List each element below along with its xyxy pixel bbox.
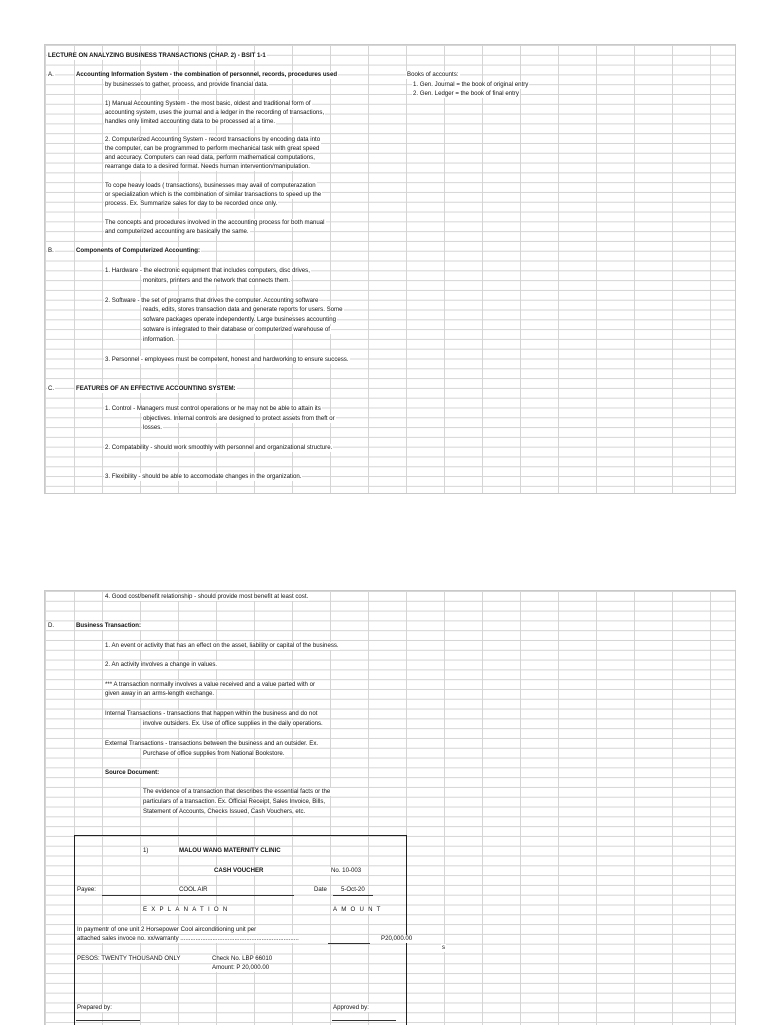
personnel-line: 3. Personnel - employees must be competent, honest and hardworking to ensure success. — [105, 356, 349, 363]
transaction-item-1: 1. An event or activity that has an effect on the asset, liability or capital of the business. — [105, 642, 339, 649]
source-document-line: The evidence of a transaction that describes the essential facts or the — [143, 788, 331, 795]
software-line: 2. Software - the set of programs that drives the computer. Accounting software — [105, 297, 319, 304]
payee-value: COOL AIR — [179, 886, 208, 893]
control-line: objectives. Internal controls are designed to protect assets from theft or — [143, 415, 335, 422]
grid-column-line — [710, 591, 711, 1025]
grid-column-line — [406, 45, 407, 493]
grid-column-line — [558, 591, 559, 1025]
hardware-line: monitors, printers and the network that connects them. — [143, 277, 290, 284]
external-transactions-line: Purchase of office supplies from National Bookstore. — [143, 750, 285, 757]
amount-header: AMOUNT — [333, 906, 385, 913]
grid-column-line — [634, 45, 635, 493]
grid-column-line — [634, 591, 635, 1025]
amount-underline — [328, 943, 370, 944]
prepared-by-label: Prepared by: — [77, 1004, 112, 1011]
payee-underline — [102, 895, 294, 896]
source-document-line: particulars of a transaction. Ex. Official Receipt, Sales Invoice, Bills, — [143, 798, 326, 805]
explanation-line-2: attached sales invoce no. xx/warranty ...................................................................... — [77, 935, 299, 942]
grid-column-line — [330, 45, 331, 493]
transaction-note-line: given away in an arms-length exchange. — [105, 690, 215, 697]
internal-transactions-line: Internal Transactions - transactions that happen within the business and do not — [105, 710, 318, 717]
grid-column-line — [74, 45, 75, 493]
explanation-line-1: In paymentr of one unit 2 Horsepower Cool airconditioning unit per — [77, 926, 257, 933]
manual-system-line: handles only limited accounting data to be processed at a time. — [105, 118, 276, 125]
source-document-heading: Source Document: — [105, 769, 160, 776]
internal-transactions-line: involve outsiders. Ex. Use of office supplies in the daily operations. — [143, 720, 323, 727]
grid-column-line — [102, 45, 103, 493]
explanation-header: EXPLANATION — [143, 906, 232, 913]
transaction-item-2: 2. An activity involves a change in values. — [105, 661, 218, 668]
amount-value: P20,000.00 — [381, 935, 413, 942]
pesos-amount-words: PESOS: TWENTY THOUSAND ONLY — [77, 955, 181, 962]
section-a-letter: A. — [48, 71, 54, 78]
grid-column-line — [596, 45, 597, 493]
grid-column-line — [444, 45, 445, 493]
concepts-line: and computerized accounting are basically the same. — [105, 228, 249, 235]
approved-signature-line — [332, 1020, 396, 1021]
good-cost-benefit-line: 4. Good cost/benefit relationship - should provide most benefit at least cost. — [105, 593, 309, 600]
section-a-heading-cont: by businesses to gather, process, and provide financial data. — [105, 81, 269, 88]
cope-line: To cope heavy loads ( transactions), businesses may avail of computerazation — [105, 182, 316, 189]
compatability-line: 2. Compatability - should work smoothly with personnel and organizational structure. — [105, 444, 333, 451]
grid-column-line — [482, 591, 483, 1025]
grid-column-line — [444, 591, 445, 1025]
books-title: Books of accounts: — [407, 71, 459, 78]
stray-character: s — [442, 944, 446, 951]
computerized-system-line: the computer, can be programmed to perform mechanical task with great speed — [105, 145, 320, 152]
computerized-system-line: 2. Computerized Accounting System - record transactions by encoding data into — [105, 136, 321, 143]
date-underline — [333, 895, 373, 896]
concepts-line: The concepts and procedures involved in the accounting process for both manual — [105, 219, 325, 226]
grid-column-line — [710, 45, 711, 493]
hardware-line: 1. Hardware - the electronic equipment that includes computers, disc drives, — [105, 267, 310, 274]
clinic-name: MALOU WANG MATERNITY CLINIC — [179, 847, 281, 854]
books-item: 2. Gen. Ledger = the book of final entry — [413, 90, 519, 97]
flexibility-line: 3. Flexibility - should be able to accomodate changes in the organization. — [105, 473, 302, 480]
cope-line: or specialization which is the combination of similar transactions to speed up the — [105, 191, 322, 198]
approved-by-label: Approved by: — [333, 1004, 369, 1011]
section-d-letter: D. — [48, 622, 55, 629]
software-line: information. — [143, 336, 175, 343]
source-document-line: Statement of Accounts, Checks Issued, Cash Vouchers, etc. — [143, 808, 306, 815]
section-a-heading: Accounting Information System - the combination of personnel, records, procedures used — [76, 71, 338, 78]
check-amount: Amount: P 20,000.00 — [212, 964, 270, 971]
control-line: losses. — [143, 424, 162, 431]
voucher-type: CASH VOUCHER — [214, 867, 264, 874]
transaction-note-line: *** A transaction normally involves a value received and a value parted with or — [105, 681, 316, 688]
prepared-signature-line — [76, 1020, 140, 1021]
manual-system-line: 1) Manual Accounting System - the most basic, oldest and traditional form of — [105, 100, 311, 107]
check-number: Check No. LBP 66010 — [212, 955, 273, 962]
date-value: 5-Oct-20 — [341, 886, 365, 893]
computerized-system-line: rearrange data to a desired format. Needs human intervention/manipulation. — [105, 163, 310, 170]
software-line: sofware packages operate independently. Large businesses accounting — [143, 316, 336, 323]
page-title: LECTURE ON ANALYZING BUSINESS TRANSACTIONS (CHAP. 2) - BSIT 1-1 — [48, 52, 266, 59]
payee-label: Payee: — [77, 886, 96, 893]
grid-column-line — [520, 591, 521, 1025]
section-c-heading: FEATURES OF AN EFFECTIVE ACCOUNTING SYSTEM: — [76, 385, 236, 392]
section-b-letter: B. — [48, 247, 54, 254]
section-d-heading: Business Transaction: — [76, 622, 142, 629]
grid-column-line — [596, 591, 597, 1025]
voucher-no: No. 10-003 — [331, 867, 362, 874]
books-item: 1. Gen. Journal = the book of original entry — [413, 81, 529, 88]
cope-line: process. Ex. Summarize sales for day to be recorded once only. — [105, 200, 278, 207]
manual-system-line: accounting system, uses the journal and a ledger in the recording of transactions, — [105, 109, 325, 116]
grid-column-line — [520, 45, 521, 493]
section-c-letter: C. — [48, 385, 55, 392]
voucher-number-label: 1) — [143, 847, 149, 854]
external-transactions-line: External Transactions - transactions between the business and an outsider. Ex. — [105, 740, 319, 747]
software-line: reads, edits, stores transaction data and generate reports for users. Some — [143, 306, 343, 313]
date-label: Date — [314, 886, 327, 893]
grid-column-line — [672, 591, 673, 1025]
control-line: 1. Control - Managers must control operations or he may not be able to attain its — [105, 405, 321, 412]
computerized-system-line: and accuracy. Computers can read data, perform mathematical computations, — [105, 154, 315, 161]
grid-column-line — [558, 45, 559, 493]
grid-column-line — [482, 45, 483, 493]
grid-column-line — [368, 45, 369, 493]
section-b-heading: Components of Computerized Accounting: — [76, 247, 201, 254]
software-line: sotware is integrated to their database or computerized warehouse of — [143, 326, 330, 333]
grid-column-line — [672, 45, 673, 493]
